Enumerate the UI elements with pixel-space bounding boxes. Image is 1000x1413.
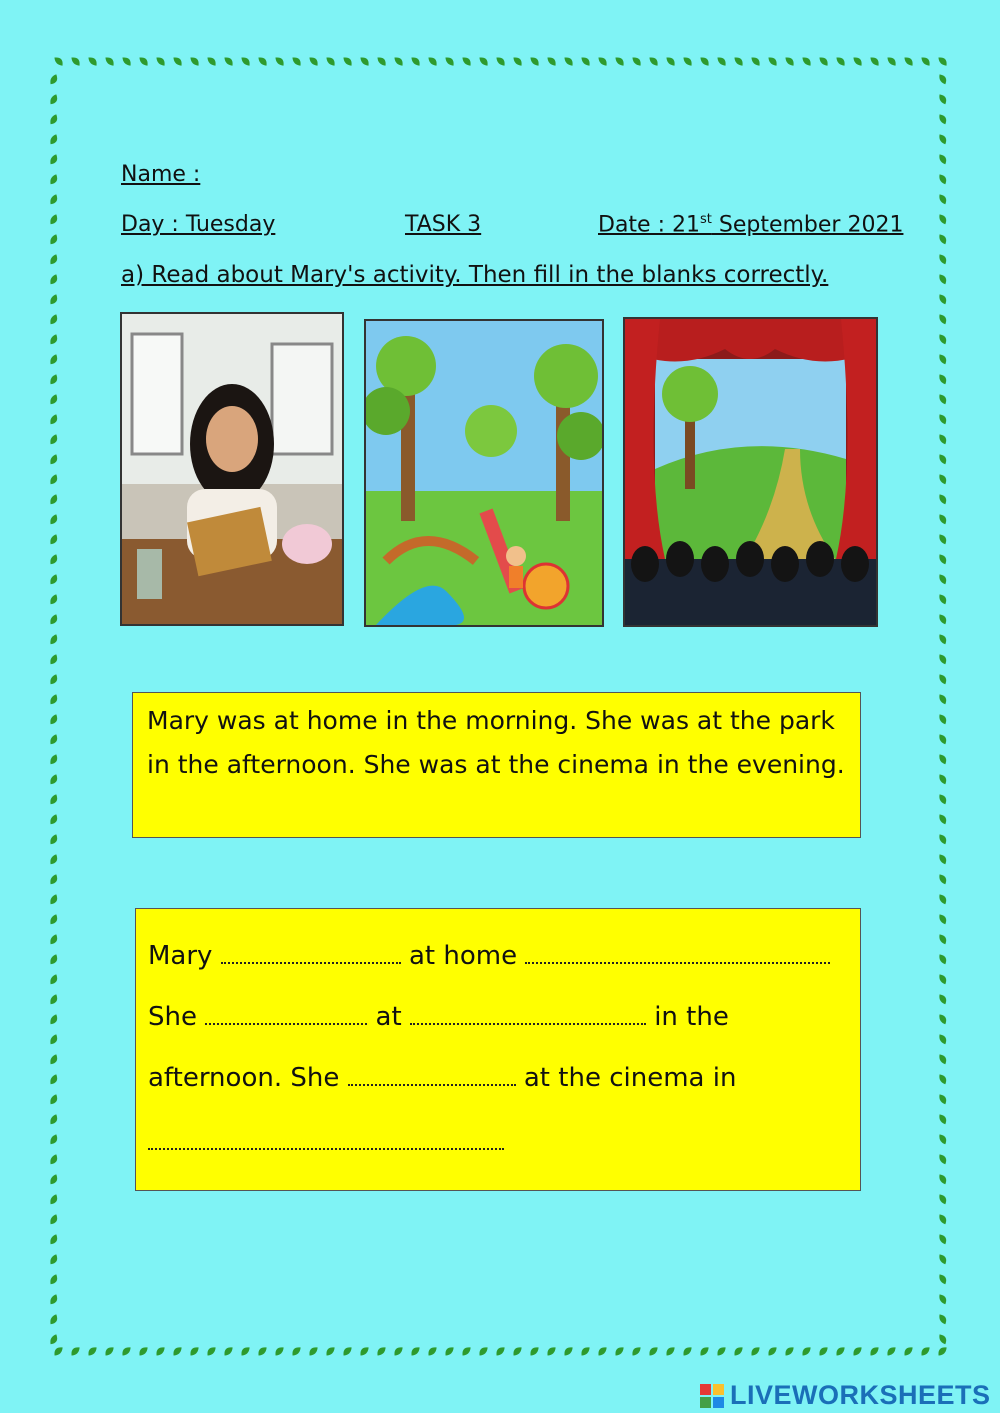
blank-4[interactable] <box>410 1003 646 1025</box>
line2-text-c: in the <box>654 1002 729 1032</box>
exercise-line-1 <box>148 941 830 971</box>
line3-text-a: afternoon. She <box>148 1063 340 1093</box>
park-image <box>364 319 604 627</box>
blank-6[interactable] <box>148 1128 504 1150</box>
date-suffix: September 2021 <box>711 212 904 238</box>
line3-text-b: at the cinema in <box>523 1063 737 1093</box>
exercise-line-3 <box>148 1063 736 1093</box>
day-label: Day : Tuesday <box>121 212 276 237</box>
exercise-line-2 <box>148 1002 729 1032</box>
line2-text-b: at <box>375 1002 402 1032</box>
instruction: a) Read about Mary's activity. Then fill in the blanks correctly. <box>121 262 829 288</box>
line1-text-b: at home <box>408 941 518 971</box>
date-label <box>598 212 903 237</box>
blank-3[interactable] <box>205 1003 367 1025</box>
exercise-box <box>135 908 861 1191</box>
line2-text-a: She <box>148 1002 197 1032</box>
liveworksheets-logo <box>700 1380 991 1411</box>
story-box <box>132 692 861 838</box>
blank-5[interactable] <box>348 1064 516 1086</box>
cinema-image <box>623 317 878 627</box>
date-sup: st <box>699 212 712 227</box>
blank-1[interactable] <box>221 942 401 964</box>
name-label: Name : <box>121 162 201 187</box>
task-label: TASK 3 <box>405 212 482 237</box>
date-prefix: Date : 21 <box>598 212 700 238</box>
brand-badge-icon <box>700 1384 724 1408</box>
home-reading-image <box>120 312 344 626</box>
exercise-line-4 <box>148 1127 504 1157</box>
brand-name: LIVEWORKSHEETS <box>730 1380 991 1410</box>
story-text: Mary was at home in the morning. She was at the park in the afternoon. She was at the cinema in the evening. <box>147 706 845 779</box>
blank-2[interactable] <box>525 942 830 964</box>
line1-text-a: Mary <box>148 941 213 971</box>
